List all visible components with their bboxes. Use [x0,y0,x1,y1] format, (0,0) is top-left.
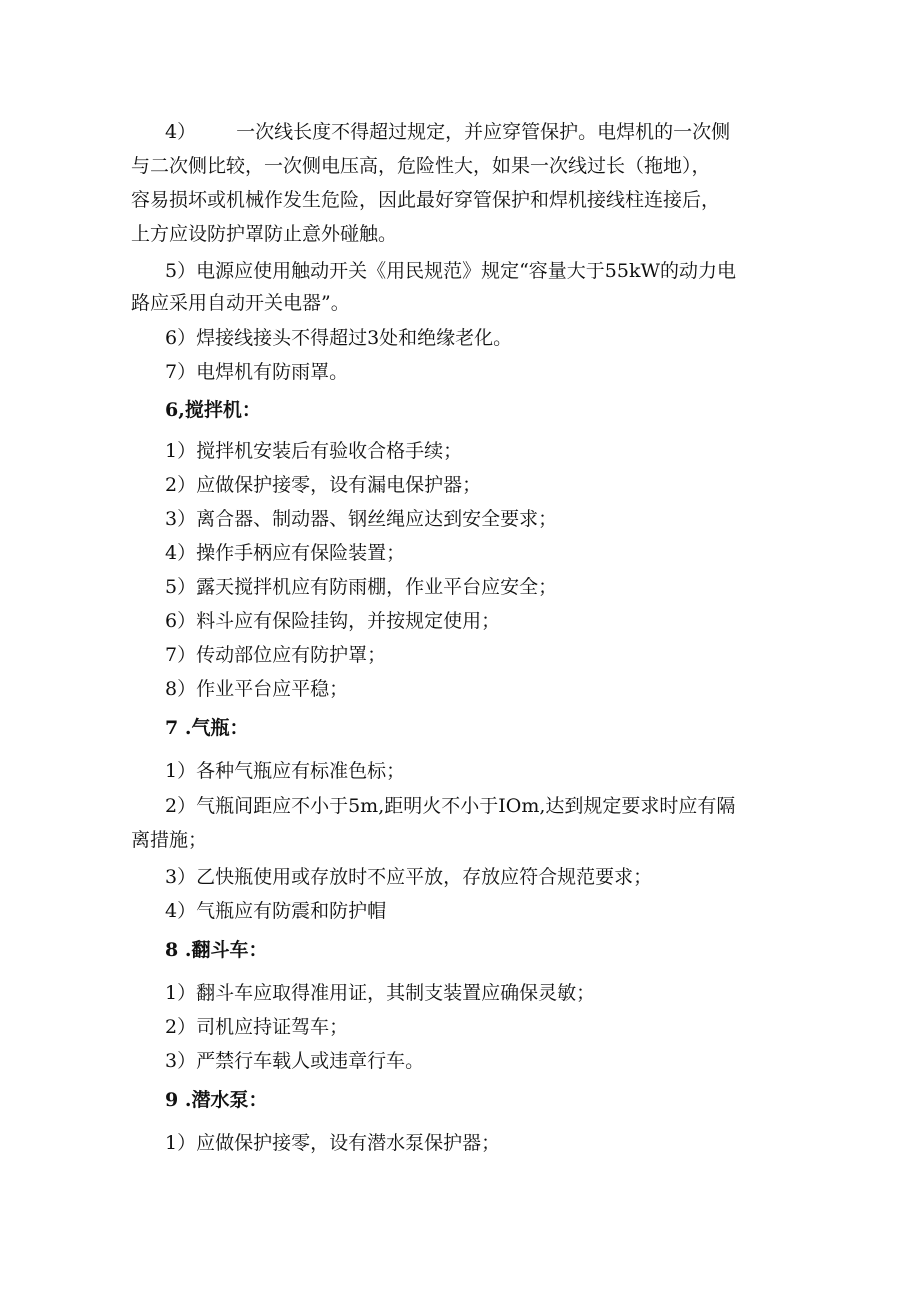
text-line: 上方应设防护罩防止意外碰触。 [131,223,398,245]
item-number: 4） [165,121,197,143]
list-item: 1）搅拌机安装后有验收合格手续； [165,440,463,462]
section-heading: 8 .翻斗车： [165,939,268,961]
section-heading: 9 .潜水泵： [165,1089,268,1111]
list-item: 2）应做保护接零，设有漏电保护器； [165,474,482,496]
list-item: 1）应做保护接零，设有潜水泵保护器； [165,1132,501,1154]
text-line: 路应采用自动开关电器”。 [131,292,350,314]
list-item: 7）传动部位应有防护罩； [165,644,387,666]
list-item: 3）离合器、制动器、钢丝绳应达到安全要求； [165,508,558,530]
list-item: 5）电源应使用触动开关《用民规范》规定“容量大于55kW的动力电 [165,260,737,282]
list-item: 7）电焊机有防雨罩。 [165,361,349,383]
list-item: 4）气瓶应有防震和防护帽 [165,900,387,922]
list-item: 8）作业平台应平稳； [165,678,349,700]
list-item: 6）焊接线接头不得超过3处和绝缘老化。 [165,327,513,349]
list-item: 3）严禁行车载人或违章行车。 [165,1050,425,1072]
text-line: 与二次侧比较，一次侧电压高，危险性大，如果一次线过长（拖地）， [131,155,711,177]
list-item: 3）乙快瓶使用或存放时不应平放，存放应符合规范要求； [165,866,653,888]
item-text: 一次线长度不得超过规定，并应穿管保护。电焊机的一次侧 [236,121,731,143]
list-item: 2）司机应持证驾车； [165,1016,349,1038]
list-item [0,117,920,147]
list-item: 2）气瓶间距应不小于5m,距明火不小于IOm,达到规定要求时应有隔 [165,795,736,817]
list-item: 5）露天搅拌机应有防雨棚，作业平台应安全； [165,576,558,598]
section-heading: 7 .气瓶： [165,717,249,739]
text-line: 离措施； [131,829,208,851]
list-item: 6）料斗应有保险挂钩，并按规定使用； [165,610,501,632]
list-item: 1）翻斗车应取得准用证，其制支装置应确保灵敏； [165,982,596,1004]
text-line: 容易损坏或机械作发生危险，因此最好穿管保护和焊机接线柱连接后， [131,189,721,211]
section-heading: 6,搅拌机： [165,399,261,421]
list-item: 1）各种气瓶应有标准色标； [165,760,406,782]
list-item: 4）操作手柄应有保险装置； [165,542,406,564]
